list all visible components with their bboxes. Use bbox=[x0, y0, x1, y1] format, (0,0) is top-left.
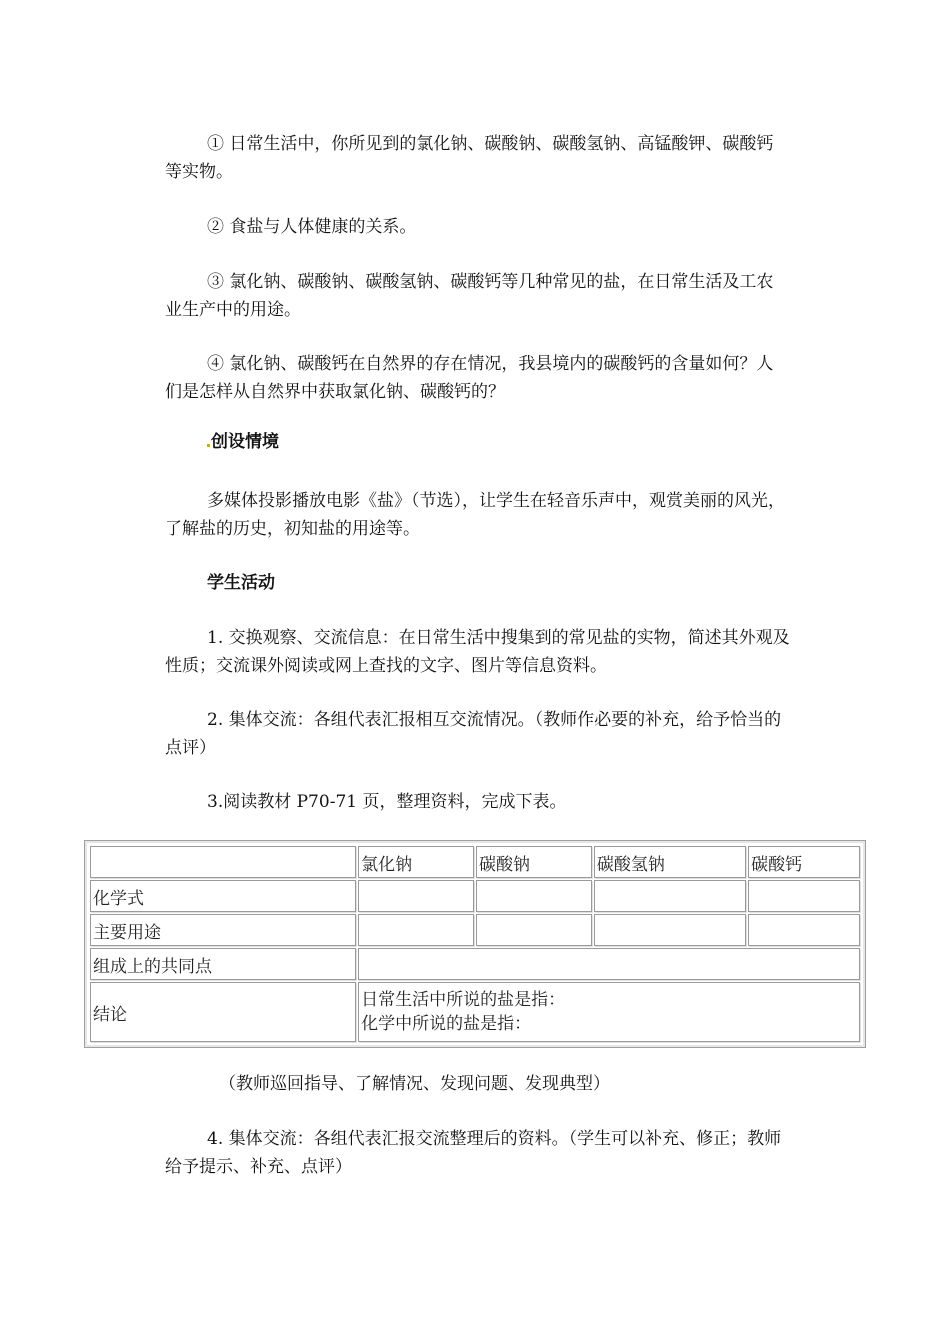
table-cell-blank[interactable] bbox=[748, 914, 860, 946]
table-header-cell: 碳酸钙 bbox=[748, 846, 860, 878]
paragraph-activity-1: 1. 交换观察、交流信息：在日常生活中搜集到的常见盐的实物，简述其外观及性质；交流课外阅读或网上查找的文字、图片等信息资料。 bbox=[165, 628, 790, 676]
table-row-label: 主要用途 bbox=[90, 914, 356, 946]
table-header-cell: 碳酸钠 bbox=[476, 846, 592, 878]
paragraph-multimedia: 多媒体投影播放电影《盐》（节选），让学生在轻音乐声中，观赏美丽的风光，了解盐的历史，初知盐的用途等。 bbox=[165, 491, 785, 539]
paragraph-teacher-note: （教师巡回指导、了解情况、发现问题、发现典型） bbox=[219, 1074, 610, 1094]
table-row-label: 组成上的共同点 bbox=[90, 948, 356, 980]
table-header-row bbox=[90, 846, 860, 878]
table-cell-blank[interactable] bbox=[358, 880, 474, 912]
salt-comparison-table bbox=[84, 840, 866, 1048]
table-header-cell: 氯化钠 bbox=[358, 846, 474, 878]
paragraph-activity-3: 3.阅读教材 P70-71 页，整理资料，完成下表。 bbox=[207, 792, 567, 812]
table-header-cell: 碳酸氢钠 bbox=[594, 846, 746, 878]
annotation-mark-icon bbox=[207, 444, 210, 447]
table-header-cell bbox=[90, 846, 356, 878]
table-row bbox=[90, 914, 860, 946]
table-row bbox=[90, 880, 860, 912]
paragraph-item-2: ② 食盐与人体健康的关系。 bbox=[207, 217, 417, 237]
section-heading-scenario bbox=[207, 428, 279, 456]
table-cell-blank[interactable] bbox=[358, 948, 860, 980]
table-row bbox=[90, 948, 860, 980]
table-cell-blank[interactable] bbox=[476, 880, 592, 912]
paragraph-item-3: ③ 氯化钠、碳酸钠、碳酸氢钠、碳酸钙等几种常见的盐，在日常生活及工农业生产中的用途。 bbox=[165, 272, 774, 320]
salt-table bbox=[88, 844, 862, 1044]
table-row-label: 结论 bbox=[90, 982, 356, 1042]
table-cell-blank[interactable] bbox=[594, 914, 746, 946]
table-cell-blank[interactable] bbox=[476, 914, 592, 946]
section-heading-activity: 学生活动 bbox=[207, 573, 275, 593]
table-cell-blank[interactable] bbox=[358, 914, 474, 946]
paragraph-activity-4: 4. 集体交流：各组代表汇报交流整理后的资料。（学生可以补充、修正；教师给予提示、补充、点评） bbox=[165, 1129, 782, 1177]
paragraph-item-4: ④ 氯化钠、碳酸钙在自然界的存在情况，我县境内的碳酸钙的含量如何？人们是怎样从自然界中获取氯化钠、碳酸钙的？ bbox=[165, 354, 774, 402]
table-cell-blank[interactable] bbox=[594, 880, 746, 912]
table-row bbox=[90, 982, 860, 1042]
table-row-label: 化学式 bbox=[90, 880, 356, 912]
table-cell-blank[interactable] bbox=[748, 880, 860, 912]
paragraph-item-1: ① 日常生活中，你所见到的氯化钠、碳酸钠、碳酸氢钠、高锰酸钾、碳酸钙等实物。 bbox=[165, 134, 774, 182]
section-heading-scenario-text: 创设情境 bbox=[211, 432, 279, 452]
table-conclusion-cell bbox=[358, 982, 860, 1042]
conclusion-line: 化学中所说的盐是指： bbox=[361, 1014, 532, 1034]
conclusion-line: 日常生活中所说的盐是指： bbox=[361, 990, 566, 1010]
paragraph-activity-2: 2. 集体交流：各组代表汇报相互交流情况。（教师作必要的补充，给予恰当的点评） bbox=[165, 710, 782, 758]
